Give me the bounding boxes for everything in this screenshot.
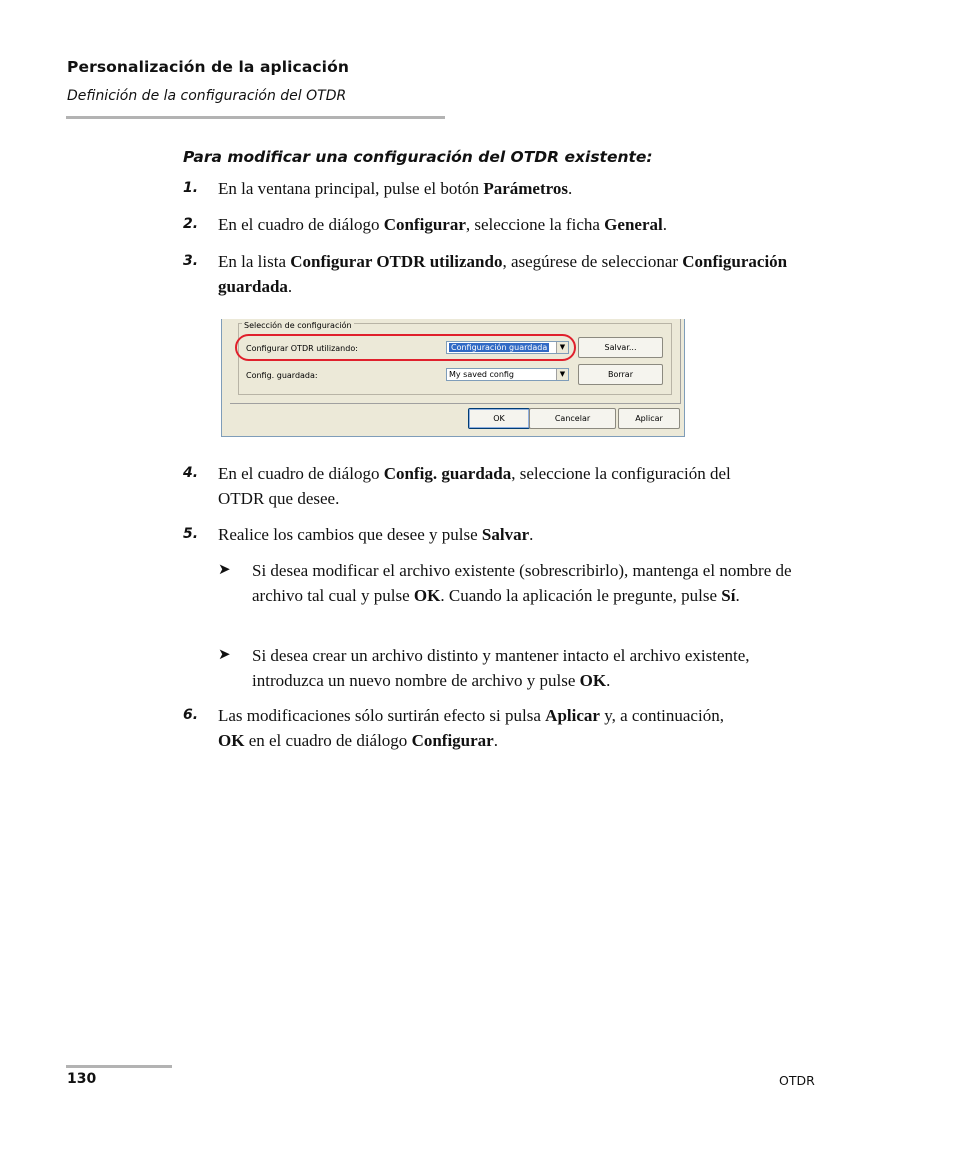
step-number: 1.: [183, 180, 199, 196]
general-tab-panel: [230, 319, 681, 404]
step-text: En la lista Configurar OTDR utilizando, asegúrese de seleccionar Configuración guardada.: [218, 252, 788, 296]
saved-config-label: Config. guardada:: [246, 371, 318, 380]
step-6: [183, 703, 743, 753]
procedure-title: Para modificar una configuración del OTDR existente:: [183, 148, 653, 166]
step-3: [183, 249, 803, 299]
header-subtitle: Definición de la configuración del OTDR: [67, 88, 347, 104]
header-title: Personalización de la aplicación: [67, 58, 349, 76]
step-number: 6.: [183, 707, 199, 723]
page-number: 130: [67, 1071, 97, 1087]
step-text: En la ventana principal, pulse el botón Parámetros.: [218, 179, 573, 198]
footer-product: OTDR: [779, 1073, 815, 1088]
cancel-button[interactable]: Cancelar: [529, 408, 616, 429]
chevron-down-icon[interactable]: ▼: [556, 342, 568, 353]
ok-button[interactable]: OK: [468, 408, 530, 429]
chevron-down-icon[interactable]: ▼: [556, 369, 568, 380]
step-number: 5.: [183, 526, 199, 542]
step-number: 2.: [183, 216, 199, 232]
bullet-text: Si desea modificar el archivo existente (sobrescribirlo), mantenga el nombre de archivo tal cual y pulse OK. Cuando la aplicación le pregunte, pulse Sí.: [252, 561, 792, 605]
bullet-item-2: [218, 643, 818, 693]
save-button[interactable]: Salvar...: [578, 337, 663, 358]
step-text: Las modificaciones sólo surtirán efecto si pulsa Aplicar y, a continuación, OK en el cuadro de diálogo Configurar.: [218, 706, 724, 750]
step-text: En el cuadro de diálogo Config. guardada, seleccione la configuración del OTDR que desee.: [218, 464, 731, 508]
saved-config-value: My saved config: [449, 370, 515, 379]
bullet-text: Si desea crear un archivo distinto y mantener intacto el archivo existente, introduzca un nuevo nombre de archivo y pulse OK.: [252, 646, 750, 690]
step-text: En el cuadro de diálogo Configurar, seleccione la ficha General.: [218, 215, 667, 234]
step-4: [183, 461, 743, 511]
arrow-bullet-icon: ➤: [218, 562, 231, 578]
config-selection-legend: Selección de configuración: [244, 321, 352, 330]
step-number: 4.: [183, 465, 199, 481]
highlight-ellipse: [235, 334, 576, 361]
footer-rule: [66, 1065, 172, 1068]
delete-button[interactable]: Borrar: [578, 364, 663, 385]
step-2: [183, 212, 823, 237]
apply-button[interactable]: Aplicar: [618, 408, 680, 429]
step-text: Realice los cambios que desee y pulse Salvar.: [218, 525, 534, 544]
configure-otdr-label: Configurar OTDR utilizando:: [246, 344, 358, 353]
configure-otdr-value: Configuración guardada: [451, 343, 548, 352]
step-1: [183, 176, 823, 201]
bullet-item-1: [218, 558, 818, 608]
header-rule: [66, 116, 445, 119]
step-number: 3.: [183, 253, 199, 269]
arrow-bullet-icon: ➤: [218, 647, 231, 663]
saved-config-select[interactable]: [446, 368, 569, 381]
step-5: [183, 522, 823, 547]
